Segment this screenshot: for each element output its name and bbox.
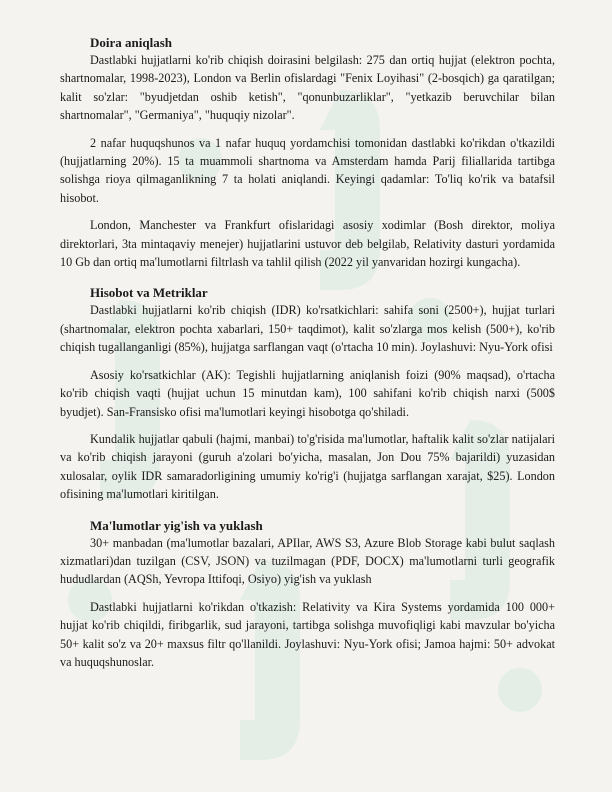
paragraph: Dastlabki hujjatlarni ko'rib chiqish doirasini belgilash: 275 dan ortiq hujjat (elektron pochta, shartnomalar, 1998-2023), London va Berlin ofislardagi "Fenix Loyihasi" (2-bosqich) ga qaratilgan; kalit so'zlar: "byudjetdan oshib ketish", "qonunbuzarliklar", "yetkazib beruvchilar bilan shartnomalar", "Germaniya", "huquqiy nizolar". [60, 53, 555, 123]
section-heading-metrics: Hisobot va Metriklar [90, 285, 208, 301]
section-heading-scope: Doira aniqlash [90, 35, 172, 50]
paragraph: Dastlabki hujjatlarni ko'rib chiqish (IDR) ko'rsatkichlari: sahifa soni (2500+), hujjat turlari (shartnomalar, elektron pochta xabarlari, 150+ taqdimot), kalit so'zlarga mos kelish (500+), ko'rib chiqish tugallanganligi (85%), hujjatga sarflangan vaqt (o'rtacha 10 min). Joylashuvi: Nyu-York ofisi [60, 303, 555, 355]
section-heading-data-collection: Ma'lumotlar yig'ish va yuklash [90, 517, 263, 533]
document-body [60, 35, 555, 671]
paragraph: 2 nafar huquqshunos va 1 nafar huquq yordamchisi tomonidan dastlabki ko'rikdan o'tkazildi (hujjatlarning 20%). 15 ta muammoli shartnoma va Amsterdam hamda Parij filiallarida tartibga solishga rioya qilmaganlikning 7 ta holati aniqlandi. Keyingi qadamlar: To'liq ko'rik va batafsil hisobot. [60, 135, 555, 205]
paragraph: Asosiy ko'rsatkichlar (AK): Tegishli hujjatlarning aniqlanish foizi (90% maqsad), o'rtacha ko'rib chiqish vaqti (hujjat uchun 15 minutdan kam), 100 sahifani ko'rib chiqish narxi (500$ byudjet). San-Fransisko ofisi ma'lumotlari keyingi hisobotga qo'shiladi. [60, 367, 555, 419]
paragraph: Kundalik hujjatlar qabuli (hajmi, manbai) to'g'risida ma'lumotlar, haftalik kalit so'zlar natijalari va ko'rib chiqish jarayoni (guruh a'zolari bo'yicha, masalan, Jon Dou 75% bajarildi) yuzasidan xulosalar, oylik IDR samaradorligining umumiy ko'rig'i (hujjatga sarflangan xarajat, $25). London ofisining ma'lumotlari kiritilgan. [60, 431, 555, 502]
paragraph: London, Manchester va Frankfurt ofislaridagi asosiy xodimlar (Bosh direktor, moliya direktorlari, 3ta mintaqaviy menejer) hujjatlarini ustuvor deb belgilab, Relativity dasturi yordamida 10 Gb dan ortiq ma'lumotlarni filtrlash va tahlil qilish (2022 yil yanvaridan hozirgi kungacha). [60, 218, 555, 270]
paragraph: 30+ manbadan (ma'lumotlar bazalari, APIlar, AWS S3, Azure Blob Storage kabi bulut saqlash xizmatlari)dan tuzilgan (CSV, JSON) va tuzilmagan (PDF, DOCX) ma'lumotlarni turli geografik hududlardan (AQSh, Yevropa Ittifoqi, Osiyo) yig'ish va yuklash [60, 535, 555, 587]
paragraph: Dastlabki hujjatlarni ko'rikdan o'tkazish: Relativity va Kira Systems yordamida 100 000+ hujjat ko'rib chiqildi, firibgarlik, sud jarayoni, tartibga solishga muvofiqligi kabi mavzular bo'yicha 50+ kalit so'z va 20+ maxsus filtr qo'llanildi. Joylashuvi: Nyu-York ofisi; Jamoa hajmi: 50+ advokat va huquqshunoslar. [60, 599, 555, 669]
